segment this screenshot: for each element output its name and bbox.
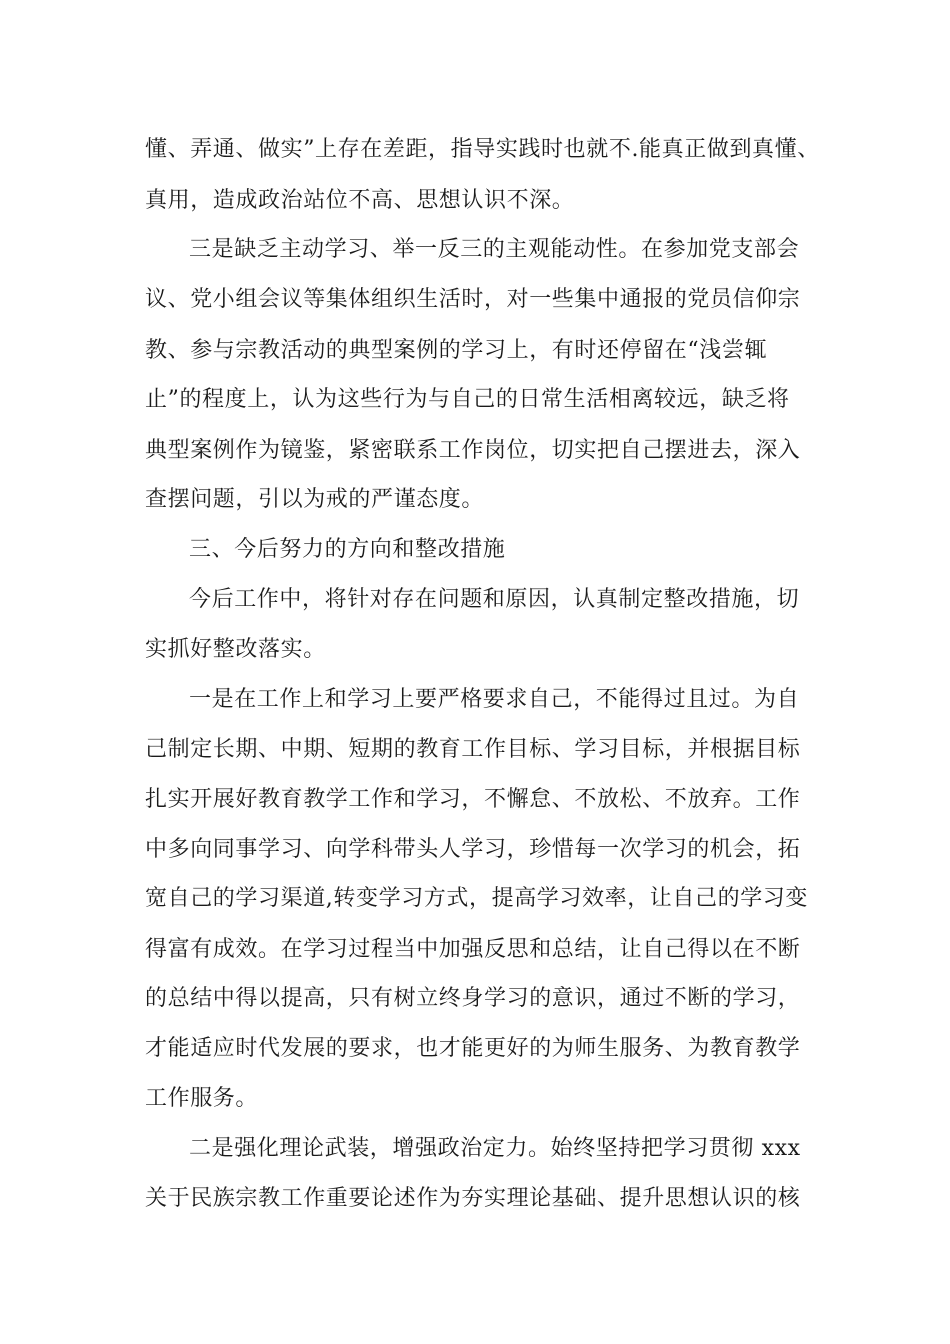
text-line: 己制定长期、中期、短期的教育工作目标、学习目标，并根据目标 [145,737,801,762]
text-line: 真用，造成政治站位不高、思想认识不深。 [145,188,575,213]
text-line: 懂、弄通、做实”上存在差距，指导实践时也就不.能真正做到真懂、 [145,137,820,162]
paragraph-start-line: 三是缺乏主动学习、举一反三的主观能动性。在参加党支部会 [189,237,800,262]
text-line: 关于民族宗教工作重要论述作为夯实理论基础、提升思想认识的核 [145,1186,801,1211]
paragraph-start-line: 二是强化理论武装，增强政治定力。始终坚持把学习贯彻 xxx [189,1136,801,1161]
text-line: 工作服务。 [145,1086,259,1111]
text-line: 扎实开展好教育教学工作和学习，不懈怠、不放松、不放弃。工作 [145,787,801,812]
text-line: 止”的程度上，认为这些行为与自己的日常生活相离较远，缺乏将 [145,387,790,412]
text-line: 才能适应时代发展的要求，也才能更好的为师生服务、为教育教学 [145,1036,801,1061]
text-line: 教、参与宗教活动的典型案例的学习上，有时还停留在“浅尝辄 [145,338,768,363]
text-line: 典型案例作为镜鉴，紧密联系工作岗位，切实把自己摆进去，深入 [145,438,801,463]
paragraph-start-line: 今后工作中，将针对存在问题和原因，认真制定整改措施，切 [189,587,800,612]
text-line: 议、党小组会议等集体组织生活时，对一些集中通报的党员信仰宗 [145,287,801,312]
text-line: 查摆问题，引以为戒的严谨态度。 [145,487,485,512]
text-line: 实抓好整改落实。 [145,637,326,662]
text-line: 宽自己的学习渠道,转变学习方式，提高学习效率，让自己的学习变 [145,886,808,911]
text-line: 中多向同事学习、向学科带头人学习，珍惜每一次学习的机会，拓 [145,837,801,862]
section-heading: 三、今后努力的方向和整改措施 [189,537,506,562]
text-line: 的总结中得以提高，只有树立终身学习的意识，通过不断的学习， [145,986,801,1011]
text-line: 得富有成效。在学习过程当中加强反思和总结，让自己得以在不断 [145,937,801,962]
paragraph-start-line: 一是在工作上和学习上要严格要求自己，不能得过且过。为自 [189,687,800,712]
